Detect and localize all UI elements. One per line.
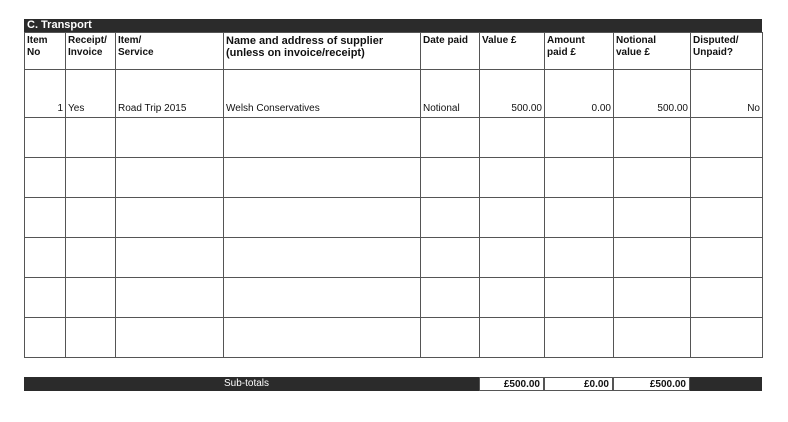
header-receipt: Receipt/ Invoice xyxy=(66,33,116,70)
cell-item-no: 1 xyxy=(25,70,66,118)
table-row xyxy=(25,70,763,118)
cell-receipt: Yes xyxy=(66,70,116,118)
header-row xyxy=(25,33,763,70)
cell-value: 500.00 xyxy=(480,70,545,118)
cell-date-paid: Notional xyxy=(421,70,480,118)
header-item-service: Item/ Service xyxy=(116,33,224,70)
header-notional-value: Notional value £ xyxy=(614,33,691,70)
cell-supplier: Welsh Conservatives xyxy=(224,70,421,118)
cell-disputed: No xyxy=(691,70,763,118)
transport-table xyxy=(24,32,763,358)
empty-row xyxy=(25,238,763,278)
empty-row xyxy=(25,198,763,238)
header-disputed: Disputed/ Unpaid? xyxy=(691,33,763,70)
empty-row xyxy=(25,318,763,358)
header-supplier: Name and address of supplier (unless on invoice/receipt) xyxy=(224,33,421,70)
subtotal-notional-value: £500.00 xyxy=(613,377,690,391)
empty-row xyxy=(25,158,763,198)
cell-notional-value: 500.00 xyxy=(614,70,691,118)
empty-row xyxy=(25,118,763,158)
section-title: C. Transport xyxy=(24,19,762,32)
header-amount-paid: Amount paid £ xyxy=(545,33,614,70)
subtotals-label: Sub-totals xyxy=(224,378,270,389)
transport-sheet xyxy=(24,19,762,397)
header-item-no: Item No xyxy=(25,33,66,70)
cell-item-service: Road Trip 2015 xyxy=(116,70,224,118)
header-date-paid: Date paid xyxy=(421,33,480,70)
header-value: Value £ xyxy=(480,33,545,70)
cell-amount-paid: 0.00 xyxy=(545,70,614,118)
empty-row xyxy=(25,278,763,318)
subtotals-bar xyxy=(24,377,762,391)
subtotal-amount-paid: £0.00 xyxy=(544,377,613,391)
subtotal-value: £500.00 xyxy=(479,377,544,391)
